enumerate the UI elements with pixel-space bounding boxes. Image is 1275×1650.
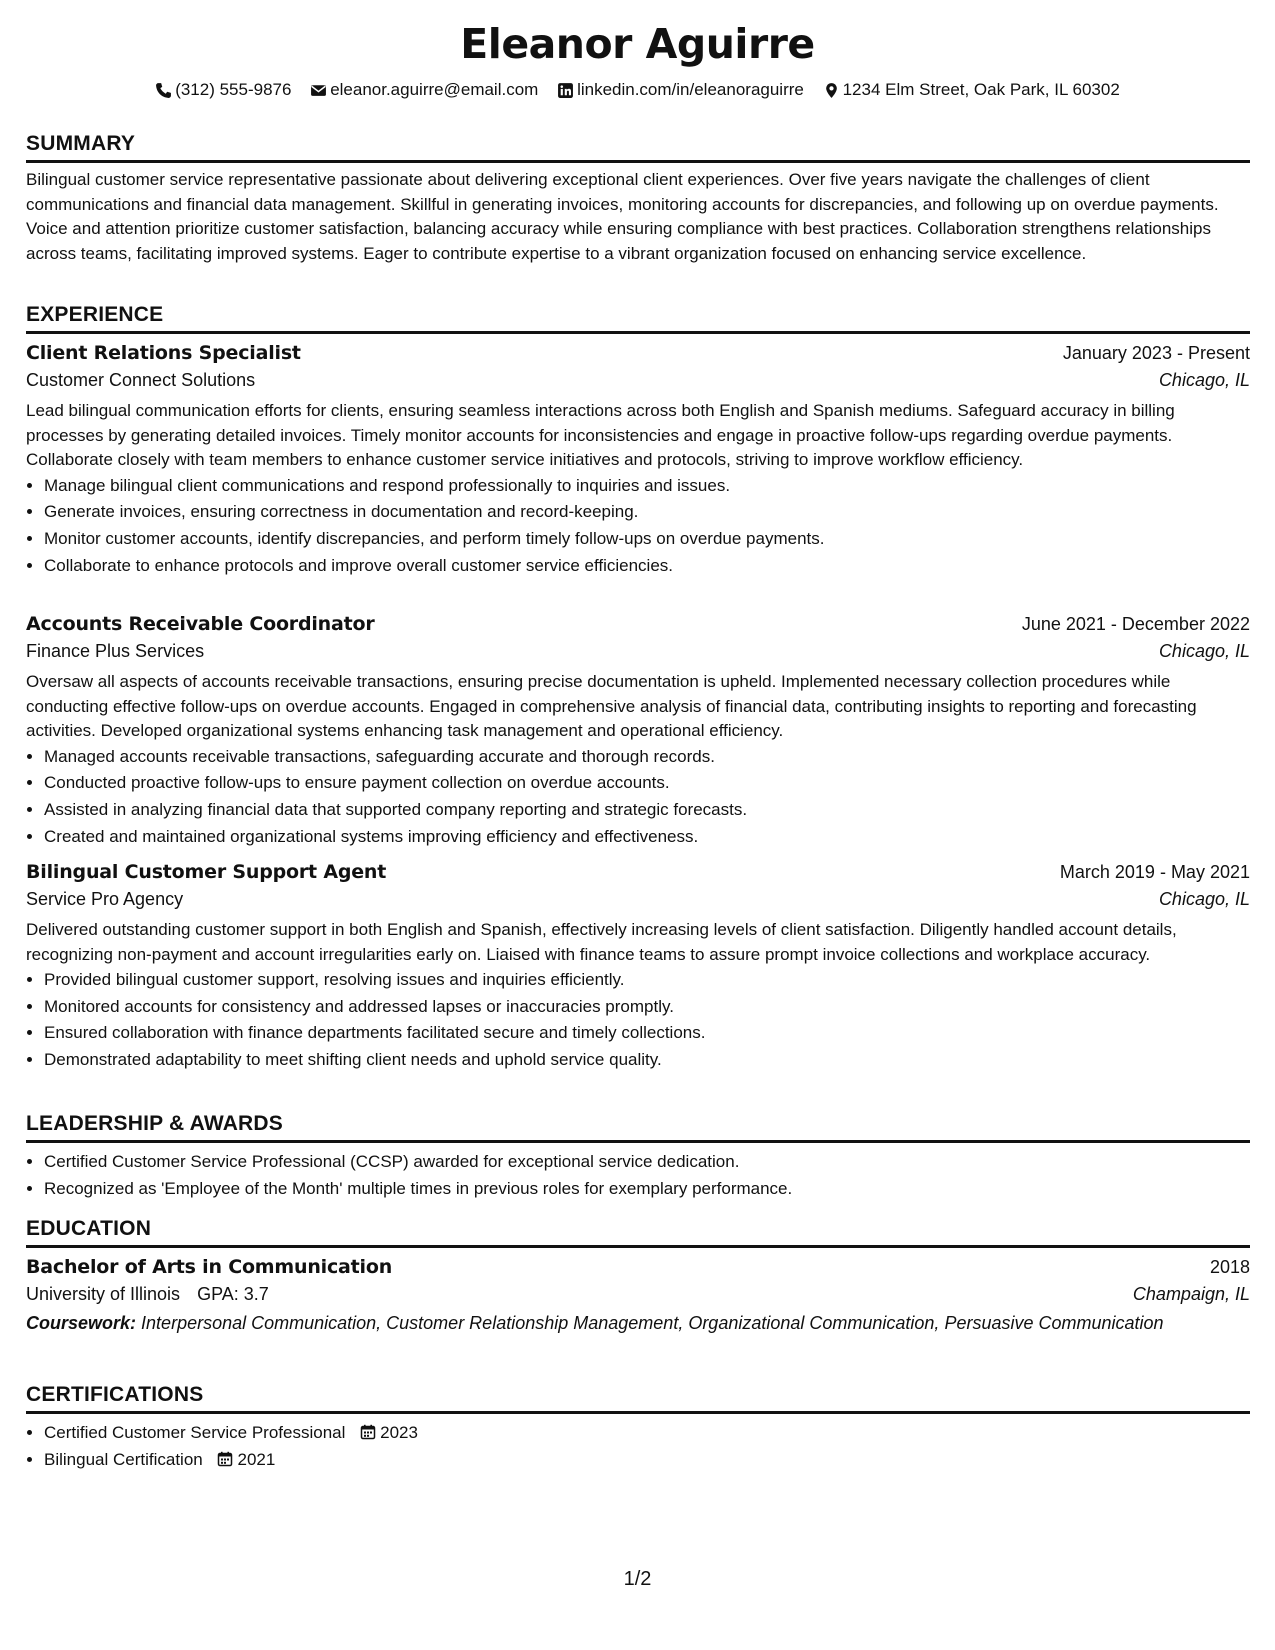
list-item: • Managed accounts receivable transactions, safeguarding accurate and thorough records. (44, 744, 1250, 771)
awards-heading: LEADERSHIP & AWARDS (26, 1112, 1250, 1143)
list-item (44, 1447, 1250, 1474)
job-title: Accounts Receivable Coordinator (26, 613, 375, 635)
calendar-icon (217, 1451, 233, 1467)
job-entry (26, 342, 1250, 579)
contact-email[interactable] (310, 80, 538, 100)
job-description: Oversaw all aspects of accounts receivable transactions, ensuring precise documentation is upheld. Implemented necessary collection procedures while conducting effective follow-ups on overdue accounts. Engaged in comprehensive analysis of financial data, contributing insights to reporting and forecasting activities. Developed organizational systems enhancing task management and operational efficiency. (26, 672, 1197, 741)
linkedin-text: linkedin.com/in/eleanoraguirre (577, 80, 804, 99)
certification-year: 2021 (237, 1449, 276, 1469)
list-item: • Recognized as 'Employee of the Month' multiple times in previous roles for exemplary performance. (44, 1176, 1250, 1203)
coursework-text: Interpersonal Communication, Customer Relationship Management, Organizational Communication, Persuasive Communication (141, 1313, 1164, 1333)
list-item: • Created and maintained organizational systems improving efficiency and effectiveness. (44, 824, 1250, 851)
company-name: Customer Connect Solutions (26, 370, 256, 390)
list-item: • Provided bilingual customer support, resolving issues and inquiries efficiently. (44, 967, 1250, 994)
phone-text: (312) 555-9876 (175, 80, 292, 99)
school-location: Champaign, IL (1132, 1284, 1250, 1304)
experience-section (26, 303, 1250, 334)
calendar-icon (360, 1424, 376, 1440)
job-bullets (26, 473, 1250, 579)
summary-heading: SUMMARY (26, 132, 1250, 163)
certification-name: Bilingual Certification (44, 1449, 203, 1469)
coursework (26, 1311, 1250, 1336)
address-text: 1234 Elm Street, Oak Park, IL 60302 (842, 80, 1120, 99)
certifications-section (26, 1383, 1250, 1473)
experience-heading: EXPERIENCE (26, 303, 1250, 334)
job-date: June 2021 - December 2022 (1021, 614, 1250, 634)
company-name: Service Pro Agency (26, 889, 184, 909)
phone-icon (155, 82, 172, 99)
education-section (26, 1217, 1250, 1336)
list-item: • Generate invoices, ensuring correctness in documentation and record-keeping. (44, 499, 1250, 526)
list-item: • Ensured collaboration with finance departments facilitated secure and timely collections. (44, 1020, 1250, 1047)
job-entry (26, 613, 1250, 850)
job-location: Chicago, IL (1158, 641, 1250, 661)
contact-linkedin[interactable] (557, 80, 804, 100)
job-location: Chicago, IL (1158, 889, 1250, 909)
list-item: • Certified Customer Service Professional (CCSP) awarded for exceptional service dedication. (44, 1149, 1250, 1176)
list-item: • Collaborate to enhance protocols and improve overall customer service efficiencies. (44, 553, 1250, 580)
list-item (44, 1420, 1250, 1447)
coursework-label: Coursework: (26, 1313, 137, 1333)
candidate-name: Eleanor Aguirre (460, 20, 815, 68)
list-item: • Assisted in analyzing financial data that supported company reporting and strategic forecasts. (44, 797, 1250, 824)
email-text: eleanor.aguirre@email.com (330, 80, 539, 99)
gpa: GPA: 3.7 (197, 1284, 269, 1304)
contact-address (823, 80, 1120, 100)
job-description: Delivered outstanding customer support in both English and Spanish, effectively increasing levels of client satisfaction. Diligently handled account details, recognizing non-payment and account irregularities early on. Liaised with finance teams to assure prompt invoice collections and workplace accuracy. (26, 920, 1177, 964)
job-title: Bilingual Customer Support Agent (26, 861, 387, 883)
certification-name: Certified Customer Service Professional (44, 1423, 346, 1442)
certification-year: 2023 (380, 1423, 418, 1442)
list-item: • Manage bilingual client communications and respond professionally to inquiries and issues. (44, 473, 1250, 500)
map-pin-icon (823, 82, 840, 99)
certifications-heading: CERTIFICATIONS (26, 1383, 1250, 1414)
awards-list (26, 1149, 1250, 1202)
linkedin-icon (557, 82, 574, 99)
envelope-icon (310, 82, 327, 99)
company-name: Finance Plus Services (26, 641, 205, 661)
list-item: • Monitored accounts for consistency and addressed lapses or inaccuracies promptly. (44, 994, 1250, 1021)
degree-title: Bachelor of Arts in Communication (26, 1256, 393, 1278)
job-description: Lead bilingual communication efforts for clients, ensuring seamless interactions across both English and Spanish mediums. Safeguard accuracy in billing processes by generating detailed invoices. Timely monitor accounts for inconsistencies and engage in proactive follow-ups regarding overdue payments. Collaborate closely with team members to enhance customer service initiatives and protocols, striving to improve workflow efficiency. (26, 401, 1175, 470)
job-entry (26, 861, 1250, 1074)
job-title: Client Relations Specialist (26, 342, 301, 364)
contact-phone[interactable] (155, 80, 291, 100)
certifications-list (26, 1420, 1250, 1473)
contact-bar (0, 80, 1275, 104)
education-heading: EDUCATION (26, 1217, 1250, 1248)
list-item: • Conducted proactive follow-ups to ensure payment collection on overdue accounts. (44, 770, 1250, 797)
page-number: 1/2 (623, 1568, 652, 1590)
summary-section (26, 132, 1250, 266)
graduation-year: 2018 (1209, 1257, 1250, 1277)
job-location: Chicago, IL (1158, 370, 1250, 390)
awards-section (26, 1112, 1250, 1202)
summary-text: Bilingual customer service representative passionate about delivering exceptional client experiences. Over five years navigate the challenges of client communications and financial data management. Skillful in generating invoices, monitoring accounts for discrepancies, and following up on overdue payments. Voice and attention prioritize customer satisfaction, balancing accuracy while ensuring compliance with best practices. Collaboration strengthens relationships across teams, facilitating improved systems. Eager to contribute expertise to a vibrant organization focused on enhancing service excellence. (26, 170, 1219, 263)
job-bullets (26, 967, 1250, 1073)
school-name: University of Illinois (26, 1284, 181, 1304)
list-item: • Monitor customer accounts, identify discrepancies, and perform timely follow-ups on overdue payments. (44, 526, 1250, 553)
list-item: • Demonstrated adaptability to meet shifting client needs and uphold service quality. (44, 1047, 1250, 1074)
job-date: March 2019 - May 2021 (1059, 862, 1250, 882)
job-bullets (26, 744, 1250, 850)
job-date: January 2023 - Present (1062, 343, 1250, 363)
